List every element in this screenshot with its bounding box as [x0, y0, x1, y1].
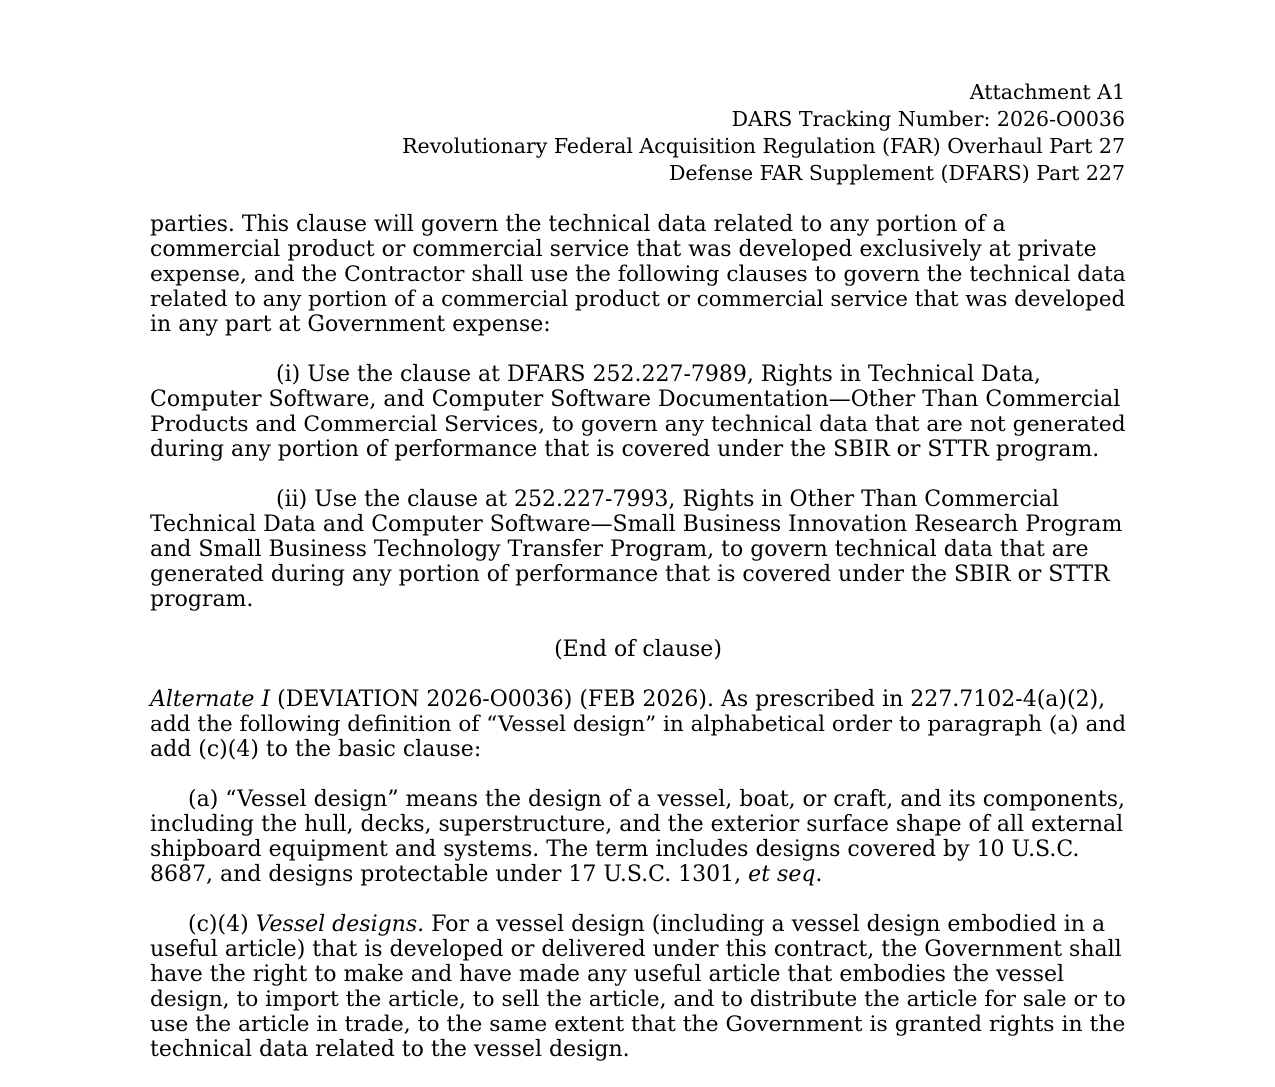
text-line: technical data related to the vessel design.: [150, 1037, 630, 1062]
header-attachment: Attachment A1: [969, 80, 1125, 104]
text-line: and Small Business Technology Transfer Program, to govern technical data that are: [150, 537, 1089, 562]
text-line: Technical Data and Computer Software—Small Business Innovation Research Program: [150, 512, 1123, 537]
paragraph-commercial-clause: [150, 212, 1126, 337]
text-line: useful article) that is developed or delivered under this contract, the Government shall: [150, 937, 1122, 962]
text-line: (ii) Use the clause at 252.227-7993, Rights in Other Than Commercial: [276, 487, 1060, 512]
text-segment: 8687, and designs protectable under 17 U.S.C. 1301,: [150, 862, 749, 887]
paragraph-vessel-designs-rights: [150, 912, 1126, 1062]
et-seq: et seq: [748, 862, 816, 887]
text-line: have the right to make and have made any useful article that embodies the vessel: [150, 962, 1065, 987]
paragraph-vessel-design-definition: [150, 787, 1126, 887]
text-line: add (c)(4) to the basic clause:: [150, 737, 482, 762]
text-line: parties. This clause will govern the technical data related to any portion of a: [150, 212, 1006, 237]
text-line: including the hull, decks, superstructure, and the exterior surface shape of all external: [150, 812, 1124, 837]
text-line: (a) “Vessel design” means the design of a vessel, boat, or craft, and its components,: [188, 787, 1125, 812]
text-line: (i) Use the clause at DFARS 252.227-7989, Rights in Technical Data,: [276, 362, 1041, 387]
text-line: expense, and the Contractor shall use the following clauses to govern the technical data: [150, 262, 1126, 287]
text-line: [150, 862, 1126, 887]
header-dfars-part: Defense FAR Supplement (DFARS) Part 227: [668, 161, 1125, 185]
text-line: Computer Software, and Computer Software Documentation—Other Than Commercial: [150, 387, 1121, 412]
text-line: [150, 687, 1126, 712]
paragraph-item-ii: [150, 487, 1126, 612]
text-line: Products and Commercial Services, to govern any technical data that are not generated: [150, 412, 1126, 437]
text-line: design, to import the article, to sell the article, and to distribute the article for sale or to: [150, 987, 1126, 1012]
text-line: generated during any portion of performance that is covered under the SBIR or STTR: [150, 562, 1110, 587]
text-segment: (DEVIATION 2026-O0036) (FEB 2026). As prescribed in 227.7102-4(a)(2),: [270, 687, 1106, 712]
alternate-title: Alternate I: [150, 687, 271, 712]
text-line: add the following definition of “Vessel design” in alphabetical order to paragraph (a) and: [150, 712, 1127, 737]
paragraph-alternate-i: [150, 687, 1126, 762]
text-line: shipboard equipment and systems. The term includes designs covered by 10 U.S.C.: [150, 837, 1080, 862]
text-segment: .: [815, 862, 823, 887]
text-line: program.: [150, 587, 254, 612]
paragraph-item-i: [150, 362, 1126, 462]
document-header: [402, 79, 1125, 187]
text-segment: (c)(4): [188, 912, 256, 937]
vessel-designs-heading: Vessel designs.: [255, 912, 425, 937]
text-line: related to any portion of a commercial product or commercial service that was developed: [150, 287, 1126, 312]
text-line: use the article in trade, to the same extent that the Government is granted rights in the: [150, 1012, 1126, 1037]
end-of-clause: (End of clause): [554, 637, 722, 662]
header-far-part: Revolutionary Federal Acquisition Regulation (FAR) Overhaul Part 27: [402, 134, 1125, 158]
header-tracking-number: DARS Tracking Number: 2026-O0036: [731, 107, 1125, 131]
text-line: [150, 912, 1126, 937]
text-line: commercial product or commercial service that was developed exclusively at private: [150, 237, 1097, 262]
text-segment: For a vessel design (including a vessel design embodied in a: [424, 912, 1106, 937]
document-body: [150, 212, 1126, 1087]
text-line: in any part at Government expense:: [150, 312, 551, 337]
text-line: during any portion of performance that is covered under the SBIR or STTR program.: [150, 437, 1100, 462]
